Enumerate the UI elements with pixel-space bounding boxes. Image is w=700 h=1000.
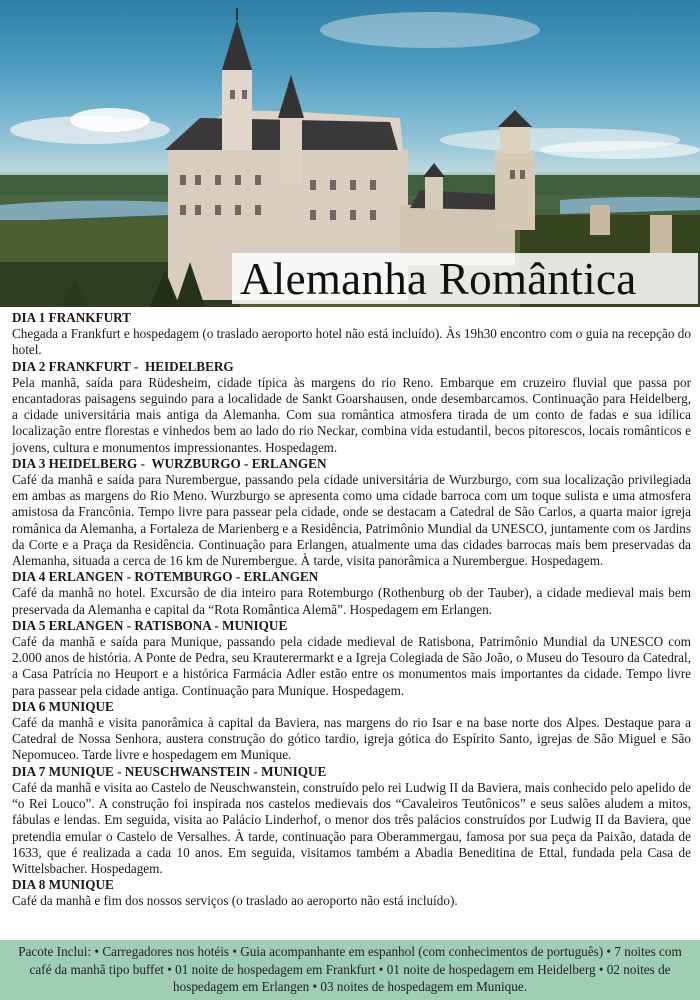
day-description: Café da manhã e visita panorâmica à capital da Baviera, nas margens do rio Isar e na base norte dos Alpes. Destaque para a Catedral de Nossa Senhora, austera construção do gótico tardio, igreja gótica do Espírito Santo, igrejas de São Miguel e São Nepomuceo. Tarde livre e hospedagem em Munique. — [12, 715, 691, 763]
day-description: Café da manhã e saída para Nurembergue, passando pela cidade universitária de Wurzburgo, com sua localização privilegiada em ambas as margens do Rio Meno. Wurzburgo se apresenta como uma cidade barroca com um toque sulista e uma atmosfera amistosa da Francônia. Tempo livre para passear pela cidade, onde se destacam a Catedral de São Carlos, a quarta maior igreja românica da Alemanha, a Fortaleza de Marienberg e a Residência, Patrimônio Mundial da UNESCO, juntamente com os Jardins da Corte e a Praça da Residência. Continuação para Erlangen, atualmente uma das cidades barrocas mais bem preservadas da Alemanha, situada a cerca de 16 km de Nurembergue. À tarde, visita panorâmica a Nurembergue. Hospedagem. — [12, 472, 691, 569]
day-8 — [12, 877, 691, 909]
day-4 — [12, 569, 691, 618]
itinerary — [12, 310, 691, 910]
day-6 — [12, 699, 691, 764]
day-title: DIA 1 FRANKFURT — [12, 310, 131, 325]
day-5 — [12, 618, 691, 699]
day-description: Café da manhã e saída para Munique, passando pela cidade medieval de Ratisbona, Patrimônio Mundial da UNESCO com 2.000 anos de história. A Ponte de Pedra, seu Krauterermarkt e a Igreja Colegiada de São João, o Museu do Tesouro da Catedral, a Casa Patrícia no Heuport e a histórica Farmácia Adler estão entre os monumentos mais importantes da cidade. Tempo livre para passear pela cidade antiga. Continuação para Munique. Hospedagem. — [12, 634, 691, 698]
day-title: DIA 7 MUNIQUE - NEUSCHWANSTEIN - MUNIQUE — [12, 763, 327, 779]
day-title: DIA 3 HEIDELBERG - WURZBURGO - ERLANGEN — [12, 455, 327, 471]
day-title: DIA 5 ERLANGEN - RATISBONA - MUNIQUE — [12, 617, 288, 633]
page-title: Alemanha Romântica — [240, 254, 637, 304]
day-title: DIA 4 ERLANGEN - ROTEMBURGO - ERLANGEN — [12, 569, 319, 585]
day-7 — [12, 764, 691, 877]
day-1 — [12, 310, 691, 359]
day-title: DIA 2 FRANKFURT - HEIDELBERG — [12, 358, 234, 374]
day-3 — [12, 456, 691, 569]
day-description: Pela manhã, saída para Rüdesheim, cidade típica às margens do rio Reno. Embarque em cruzeiro fluvial que passa por encantadoras paisagens seguindo para a localidade de Sankt Goarshausen, onde desembarcamos. Continuação para Heidelberg, a cidade universitária mais antiga da Alemanha. Com sua romântica atmosfera tirada de um conto de fadas e sua idílica localização entre florestas e vinhedos bem ao lado do rio Neckar, combina vida estudantil, becos pitorescos, locais românticos e jovens, cultura e monumentos impressionantes. Hospedagem. — [12, 374, 691, 455]
day-2 — [12, 359, 691, 456]
package-includes-footer — [0, 940, 700, 1000]
day-title: DIA 8 MUNIQUE — [12, 877, 114, 893]
day-title: DIA 6 MUNIQUE — [12, 698, 114, 714]
day-description: Café da manhã no hotel. Excursão de dia inteiro para Rotemburgo (Rothenburg ob der Tauber), a cidade medieval mais bem preservada da Alemanha e capital da “Rota Romântica Alemã”. Hospedagem em Erlangen. — [12, 585, 691, 617]
day-description: Café da manhã e visita ao Castelo de Neuschwanstein, construído pelo rei Ludwig II da Baviera, mais conhecido pelo apelido de “o Rei Louco”. A construção foi inspirada nos castelos medievais dos “Cavaleiros Teutônicos” e seus salões aludem a mitos, fábulas e lendas. Em seguida, visita ao Palácio Linderhof, o menor dos três palácios construídos por Ludwig II da Baviera, que pretendia emular o Castelo de Versalhes. À tarde, continuação para Oberammergau, famosa por sua peça da Paixão, datada de 1633, que é realizada a cada 10 anos. Em seguida, visitamos também a Abadia Beneditina de Ettal, fundada pela Casa de Wittelsbacher. Hospedagem. — [12, 779, 691, 876]
day-description: Café da manhã e fim dos nossos serviços (o traslado ao aeroporto não está incluído). — [12, 893, 458, 909]
package-includes-text: Pacote Inclui: • Carregadores nos hotéis • Guia acompanhante em espanhol (com conhecimentos de português) • 7 noites com café da manhã tipo buffet • 01 noite de hospedagem em Frankfurt • 01 noite de hospedagem em Heidelberg • 02 noites de hospedagem em Erlangen • 03 noites de hospedagem em Munique. — [18, 944, 682, 994]
day-description: Chegada a Frankfurt e hospedagem (o traslado aeroporto hotel não está incluído). Às 19h30 encontro com o guia na recepção do hotel. — [12, 326, 691, 358]
